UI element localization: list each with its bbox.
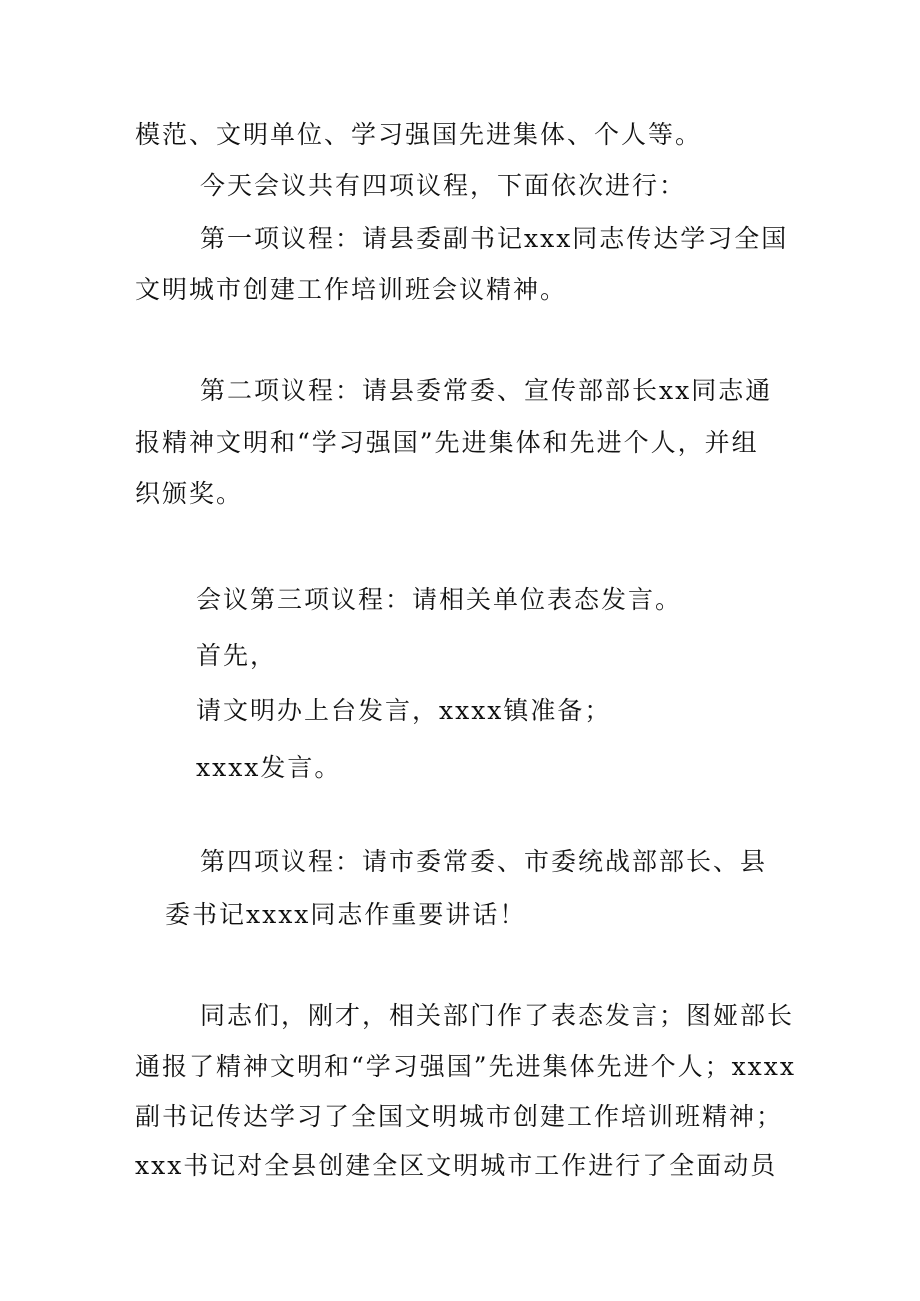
text-line-agenda-2c: 织颁奖。 <box>135 479 244 508</box>
text-line-speaker-1: 请文明办上台发言，xxxx镇准备； <box>196 696 612 725</box>
text-line-first: 首先， <box>196 641 278 670</box>
text-line-agenda-2a: 第二项议程：请县委常委、宣传部部长xx同志通 <box>200 376 773 405</box>
text-line-agenda-4a: 第四项议程：请市委常委、市委统战部部长、县 <box>200 847 768 876</box>
text-line-summary-2: 通报了精神文明和“学习强国”先进集体先进个人；xxxx <box>135 1052 796 1081</box>
text-line-agenda-intro: 今天会议共有四项议程，下面依次进行： <box>200 171 687 200</box>
text-line-agenda-4b: 委书记xxxx同志作重要讲话！ <box>165 900 527 929</box>
text-line-speaker-2: xxxx发言。 <box>196 753 342 782</box>
text-line-summary-1: 同志们，刚才，相关部门作了表态发言；图娅部长 <box>200 1001 795 1030</box>
text-line-summary-3: 副书记传达学习了全国文明城市创建工作培训班精神； <box>135 1102 784 1131</box>
text-line-agenda-1a: 第一项议程：请县委副书记xxx同志传达学习全国 <box>200 224 789 253</box>
text-line-agenda-1b: 文明城市创建工作培训班会议精神。 <box>135 275 568 304</box>
text-line-agenda-2b: 报精神文明和“学习强国”先进集体和先进个人，并组 <box>135 428 759 457</box>
text-line-agenda-3: 会议第三项议程：请相关单位表态发言。 <box>196 585 683 614</box>
text-line-summary-4: xxx书记对全县创建全区文明城市工作进行了全面动员 <box>135 1151 778 1180</box>
text-line-awards-list: 模范、文明单位、学习强国先进集体、个人等。 <box>135 120 703 149</box>
